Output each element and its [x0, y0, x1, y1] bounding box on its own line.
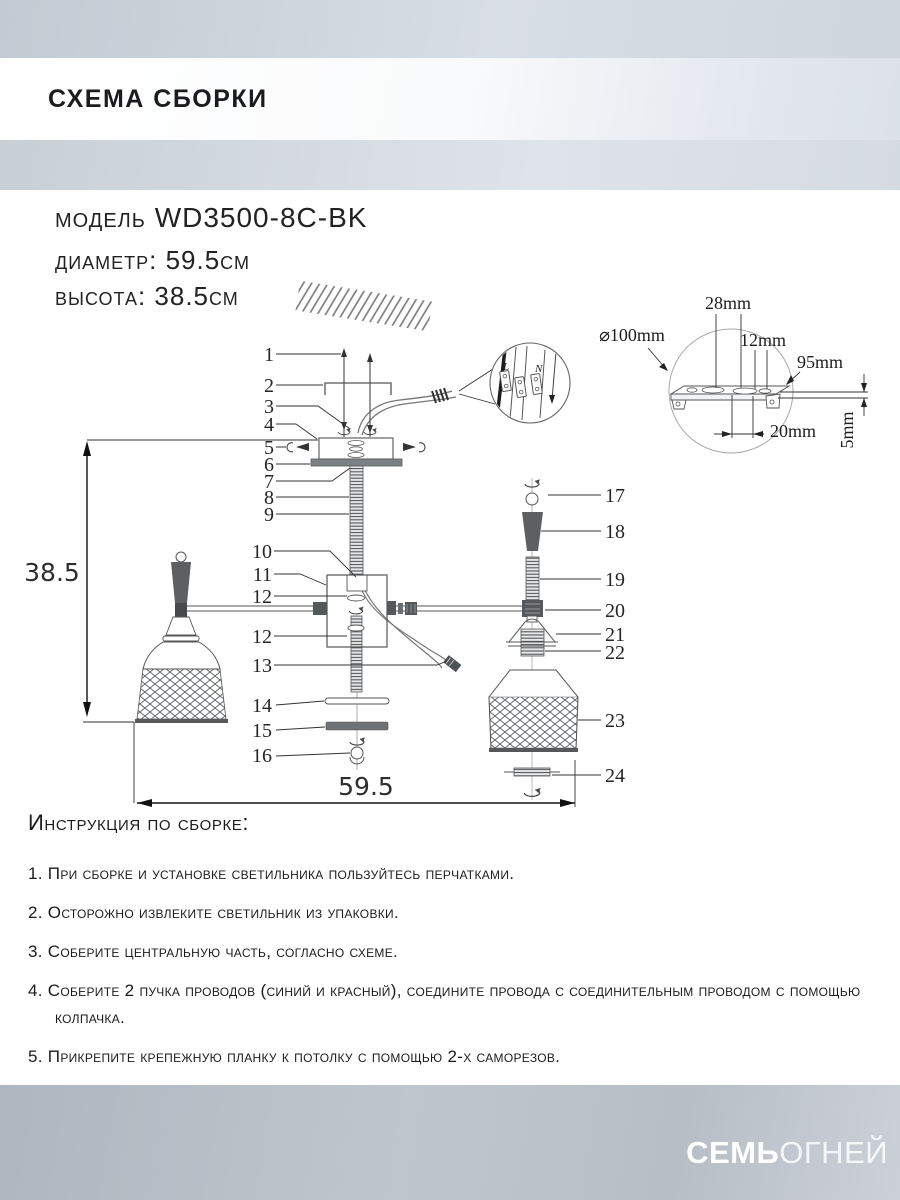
height-line: высота: 38.5см	[55, 281, 239, 311]
callout-15: 15	[252, 720, 272, 742]
plate-dim-diameter: ⌀100mm	[599, 325, 665, 345]
header-band-top	[0, 0, 900, 58]
wire-plug	[443, 655, 461, 672]
callout-21: 21	[605, 624, 625, 646]
callout-10: 10	[252, 541, 272, 563]
central-rod	[350, 466, 363, 575]
callout-6: 6	[264, 454, 274, 476]
header-band-bottom	[0, 140, 900, 190]
callout-22: 22	[605, 642, 625, 664]
plate-dim-28mm: 28mm	[704, 293, 752, 313]
callout-2: 2	[264, 375, 274, 397]
cap-nut	[526, 493, 538, 505]
assembly-diagram	[0, 280, 900, 810]
left-shade-mesh	[137, 669, 226, 719]
instruction-item-1: 1. При сборке и установке светильника пользуйтесь перчатками.	[28, 864, 515, 883]
brand-light: ОГНЕЙ	[779, 1135, 888, 1170]
arm-connector	[522, 600, 543, 617]
bottom-disk	[325, 698, 389, 704]
header-title-band	[0, 58, 900, 140]
supply-wires	[358, 369, 495, 435]
callout-9: 9	[264, 504, 274, 526]
model-line: модель WD3500-8C-BK	[55, 202, 368, 233]
finial	[351, 747, 363, 759]
terminal-block-detail	[490, 343, 570, 423]
callout-numbers-right	[605, 485, 625, 787]
instruction-item-2: 2. Осторожно извлеките светильник из упаковки.	[28, 903, 399, 922]
callout-17: 17	[605, 485, 625, 507]
retainer-ring	[504, 768, 560, 776]
plate-dim-20mm: 20mm	[770, 421, 817, 441]
callout-16: 16	[252, 745, 272, 767]
diameter-line: диаметр: 59.5см	[55, 245, 250, 275]
callout-1: 1	[264, 344, 274, 366]
width-dimension	[137, 760, 575, 807]
dim-height-label: 38.5	[24, 558, 80, 587]
plate-dim-95mm: 95mm	[796, 352, 844, 372]
plate-dim-5mm: 5mm	[837, 411, 857, 449]
callout-18: 18	[605, 521, 625, 543]
callout-4: 4	[264, 414, 274, 436]
callout-20: 20	[605, 600, 625, 622]
dim-width-label: 59.5	[338, 772, 394, 801]
instructions-heading: Инструкция по сборке:	[28, 810, 250, 835]
cone-sleeve	[522, 512, 543, 551]
lamp-arms	[187, 601, 524, 615]
terminal-label-neutral: N	[535, 363, 543, 375]
callout-8: 8	[264, 487, 274, 509]
right-lamp-exploded	[489, 478, 578, 800]
ceiling-hatch	[295, 281, 432, 332]
plate-dim-12mm: 12mm	[739, 330, 787, 350]
ceiling-plate	[311, 459, 402, 466]
callout-3: 3	[264, 396, 274, 418]
left-lamp	[135, 552, 228, 723]
callout-24: 24	[605, 765, 625, 787]
page-title: СХЕМА СБОРКИ	[48, 84, 268, 113]
bottom-stack	[325, 692, 389, 770]
instruction-item-4: 4. Соберите 2 пучка проводов (синий и красный), соедините провода с соединительным проводом с помощью колпачка.	[28, 981, 861, 1027]
callout-12b: 12	[252, 626, 272, 648]
instruction-item-3: 3. Соберите центральную часть, согласно схеме.	[28, 942, 399, 961]
terminal-label-live: L	[503, 361, 510, 373]
callout-14: 14	[252, 695, 272, 717]
callout-12: 12	[252, 586, 272, 608]
threaded-tube	[526, 557, 539, 600]
callout-11: 11	[252, 564, 272, 586]
brand-bold: СЕМЬ	[686, 1135, 780, 1170]
callout-5: 5	[264, 437, 274, 459]
mounting-plate-detail	[599, 293, 868, 453]
callout-7: 7	[264, 471, 274, 493]
instruction-item-5: 5. Прикрепите крепежную планку к потолку с помощью 2-х саморезов.	[28, 1047, 561, 1066]
lamp-socket	[521, 629, 544, 656]
callout-13: 13	[252, 655, 272, 677]
mounting-bracket	[325, 383, 391, 395]
brand-logo	[686, 1135, 888, 1171]
callout-23: 23	[605, 710, 625, 732]
bottom-dark-disk	[326, 722, 388, 730]
callout-19: 19	[605, 569, 625, 591]
canopy-assembly	[287, 428, 425, 466]
central-housing	[327, 575, 461, 692]
callout-numbers-left	[252, 344, 274, 767]
footer-band	[0, 1085, 900, 1200]
instructions-section	[28, 810, 873, 1121]
right-shade	[489, 670, 578, 752]
